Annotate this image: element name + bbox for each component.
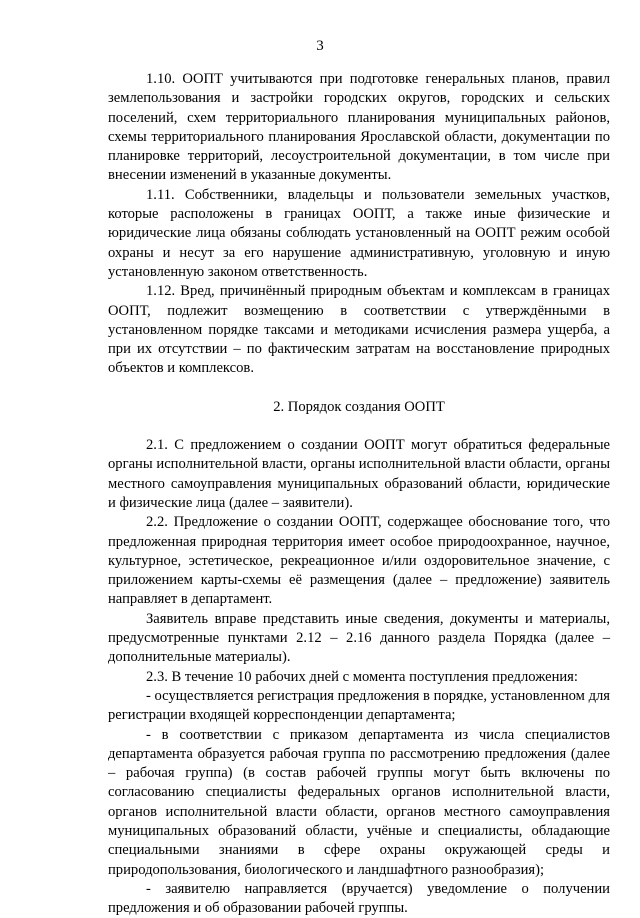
paragraph-1-11: 1.11. Собственники, владельцы и пользователи земельных участков, которые расположены в границах ООПТ, а также иные физические и юридические лица обязаны соблюдать установленный на ООПТ режим особой охраны и несут за его нарушение административную, уголовную и иную установленную законом ответственность.: [108, 186, 610, 280]
list-item-notification: - заявителю направляется (вручается) уведомление о получении предложения и об образовании рабочей группы.: [108, 880, 610, 917]
section-heading: 2. Порядок создания ООПТ: [273, 398, 445, 415]
paragraph-2-2: 2.2. Предложение о создании ООПТ, содержащее обоснование того, что предложенная природная территория имеет особое природоохранное, научное, культурное, эстетическое, рекреационное и/или оздоровительное значение, с приложением карты-схемы её размещения (далее – предложение) заявитель направляет в департамент.: [108, 514, 610, 608]
list-item-registration: - осуществляется регистрация предложения в порядке, установленном для регистрации входящей корреспонденции департамента;: [108, 687, 610, 724]
list-item-working-group: - в соответствии с приказом департамента из числа специалистов департамента образуется рабочая группа по рассмотрению предложения (далее – рабочая группа) (в состав рабочей группы могут быть включены по согласованию специалисты федеральных органов исполнительной власти, органов исполнительной власти области, органов местного самоуправления муниципальных образований области, учёные и специалисты, обладающие специальными знаниями в сфере охраны окружающей среды и природопользования, биологического и ландшафтного разнообразия);: [108, 726, 610, 878]
paragraph-2-2-additional: Заявитель вправе представить иные сведения, документы и материалы, предусмотренные пунктами 2.12 – 2.16 данного раздела Порядка (далее – дополнительные материалы).: [108, 610, 610, 666]
paragraph-1-10: 1.10. ООПТ учитываются при подготовке генеральных планов, правил землепользования и застройки городских округов, городских и сельских поселений, схем территориального планирования муниципальных районов, схемы территориального планирования Ярославской области, документации по планировке территорий, лесоустроительной документации, в том числе при внесении изменений в указанные документы.: [108, 71, 610, 184]
page-number: 3: [316, 38, 324, 54]
paragraph-2-3: 2.3. В течение 10 рабочих дней с момента поступления предложения:: [146, 668, 578, 685]
paragraph-2-1: 2.1. С предложением о создании ООПТ могут обратиться федеральные органы исполнительной власти, органы исполнительной власти области, органы местного самоуправления муниципальных образований области, юридические и физические лица (далее – заявители).: [108, 437, 610, 511]
document-body: [108, 70, 610, 918]
paragraph-1-12: 1.12. Вред, причинённый природным объектам и комплексам в границах ООПТ, подлежит возмещению в соответствии с утверждёнными в установленном порядке таксами и методиками исчисления размера ущерба, а при их отсутствии – по фактическим затратам на восстановление природных объектов и комплексов.: [108, 283, 610, 377]
